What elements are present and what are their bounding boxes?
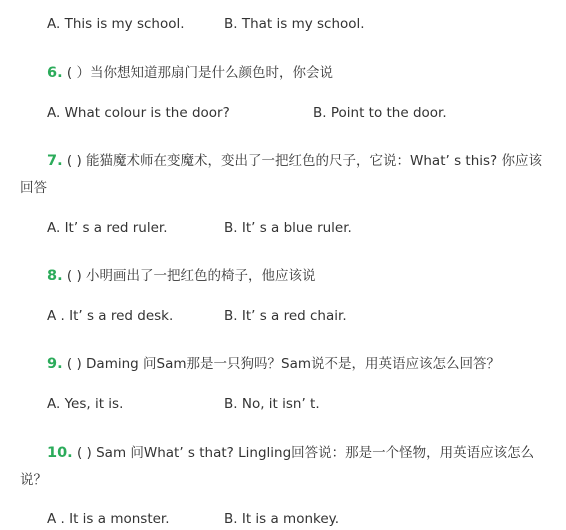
question-text: ( ) Daming 问Sam那是一只狗吗？Sam说不是，用英语应该怎么回答？ bbox=[66, 356, 500, 372]
question-10-continued: 说？ bbox=[20, 472, 47, 488]
q7-option-a: A. It’ s a red ruler. bbox=[47, 220, 168, 236]
q9-option-a: A. Yes, it is. bbox=[47, 396, 124, 412]
question-number: 8. bbox=[47, 268, 63, 284]
q8-option-a: A . It’ s a red desk. bbox=[47, 308, 174, 324]
question-text: ( ) Sam 问What’ s that? Lingling回答说：那是一个怪物，用英语应该怎么 bbox=[76, 445, 535, 461]
question-7-continued: 回答 bbox=[20, 180, 47, 196]
question-number: 7. bbox=[47, 153, 63, 169]
question-8 bbox=[47, 267, 316, 285]
q10-option-a: A . It is a monster. bbox=[47, 511, 170, 527]
question-text: ( ) 小明画出了一把红色的椅子，他应该说 bbox=[66, 268, 316, 284]
question-number: 10. bbox=[47, 445, 73, 461]
q7-option-b: B. It’ s a blue ruler. bbox=[224, 220, 352, 236]
q5-option-b: B. That is my school. bbox=[224, 16, 365, 32]
q10-option-b: B. It is a monkey. bbox=[224, 511, 340, 527]
question-text: ( ) 能猫魔术师在变魔术，变出了一把红色的尺子，它说：What’ s this? 你应该 bbox=[66, 153, 542, 169]
question-7 bbox=[47, 152, 542, 170]
q5-option-a: A. This is my school. bbox=[47, 16, 185, 32]
question-number: 6. bbox=[47, 65, 63, 81]
question-text: ( ）当你想知道那扇门是什么颜色时，你会说 bbox=[66, 65, 333, 81]
q9-option-b: B. No, it isn’ t. bbox=[224, 396, 320, 412]
q8-option-b: B. It’ s a red chair. bbox=[224, 308, 347, 324]
question-6 bbox=[47, 64, 333, 82]
question-number: 9. bbox=[47, 356, 63, 372]
q6-option-b: B. Point to the door. bbox=[313, 105, 447, 121]
question-10 bbox=[47, 444, 534, 462]
q6-option-a: A. What colour is the door? bbox=[47, 105, 230, 121]
question-9 bbox=[47, 355, 500, 373]
